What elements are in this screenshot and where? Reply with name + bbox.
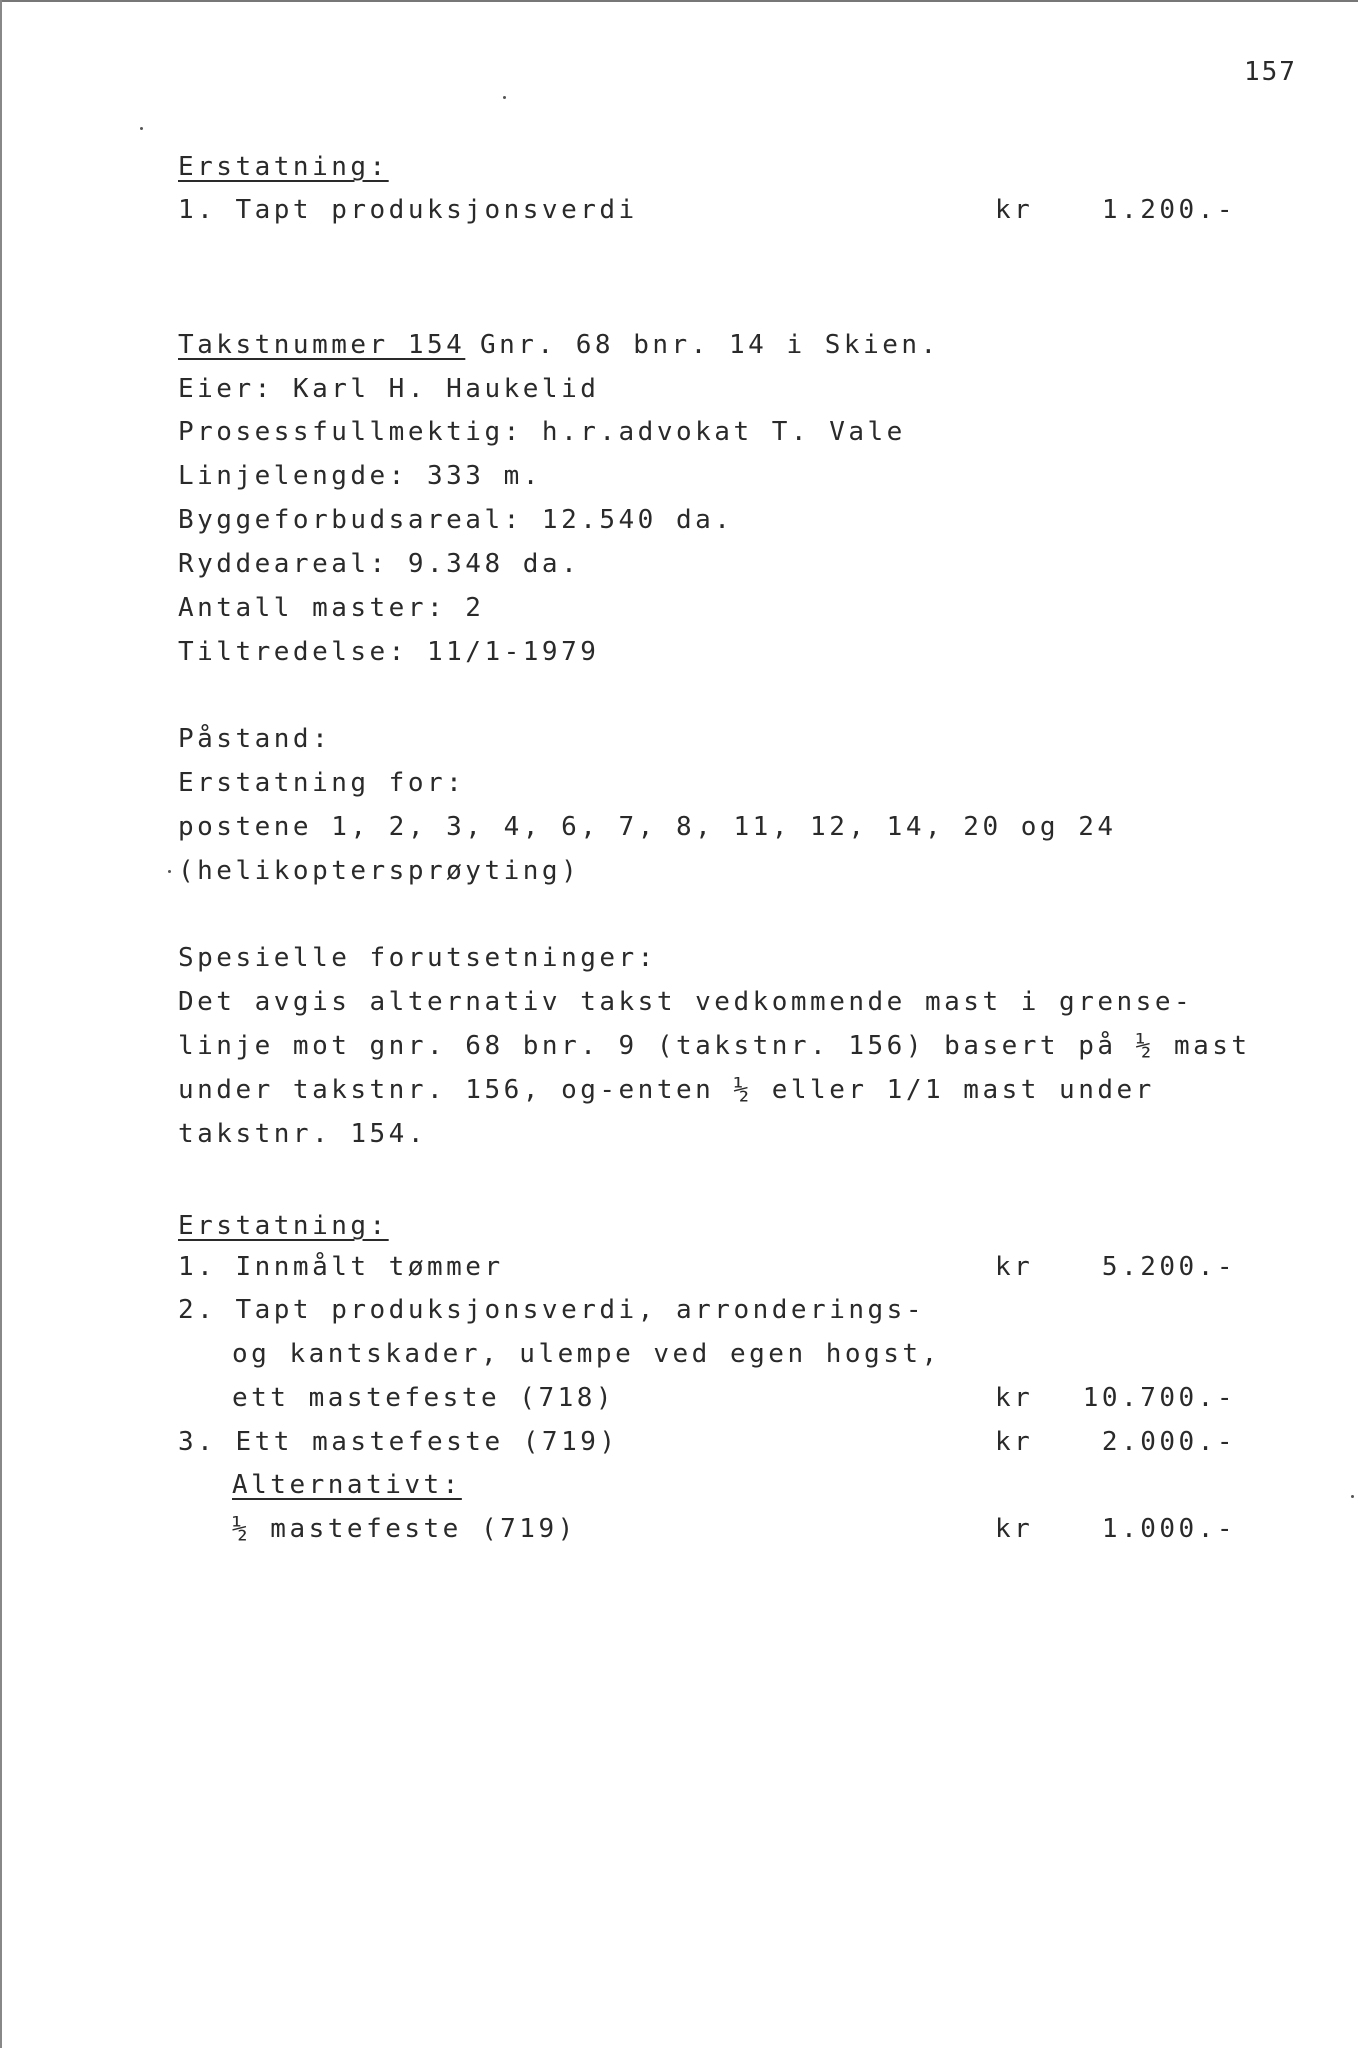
section2-item-1-label: 1. Innmålt tømmer [178,1252,504,1282]
section1-item-1-amount: 1.200.- [1101,195,1236,225]
scan-border-left [0,0,2,2048]
section2-item-3-amount: 2.000.- [1101,1427,1236,1457]
section2-item-3-label: 3. Ett mastefeste (719) [178,1427,619,1457]
claim-line-2: postene 1, 2, 3, 4, 6, 7, 8, 11, 12, 14, 20 og 24 [178,812,1117,842]
clearing-area: Ryddeareal: 9.348 da. [178,549,581,579]
claim-line-1: Erstatning for: [178,768,466,798]
special-line-1: Det avgis alternativ takst vedkommende mast i grense- [178,987,1194,1017]
section2-item-2-line-2: og kantskader, ulempe ved egen hogst, [232,1339,941,1369]
section1-item-1-kr: kr [995,195,1034,225]
alternative-amount: 1.000.- [1101,1514,1236,1544]
special-heading: Spesielle forutsetninger: [178,943,657,973]
scan-speck [168,870,171,873]
building-ban-area: Byggeforbudsareal: 12.540 da. [178,505,734,535]
special-line-4: takstnr. 154. [178,1119,427,1149]
section2-item-1-kr: kr [995,1252,1034,1282]
alternative-label: ½ mastefeste (719) [232,1514,577,1544]
page-number: 157 [1244,57,1297,87]
scan-speck [503,96,506,99]
mast-count: Antall master: 2 [178,593,485,623]
special-line-2: linje mot gnr. 68 bnr. 9 (takstnr. 156) basert på ½ mast [178,1031,1251,1061]
section2-heading: Erstatning: [178,1211,389,1241]
claim-line-3: (helikoptersprøyting) [178,856,581,886]
section2-item-1-amount: 5.200.- [1101,1252,1236,1282]
section2-item-2-line-1: 2. Tapt produksjonsverdi, arronderings- [178,1295,925,1325]
section2-item-2-amount: 10.700.- [1082,1383,1236,1413]
accession-date: Tiltredelse: 11/1-1979 [178,637,600,667]
scan-border-top [0,0,1358,2]
alternative-heading: Alternativt: [232,1470,462,1500]
alternative-kr: kr [995,1514,1034,1544]
gnr-bnr: Gnr. 68 bnr. 14 i Skien. [480,330,940,360]
takst-number: Takstnummer 154 [178,330,466,360]
scan-speck [140,127,143,130]
scan-speck [1351,1495,1354,1498]
section2-item-3-kr: kr [995,1427,1034,1457]
attorney: Prosessfullmektig: h.r.advokat T. Vale [178,417,906,447]
section2-item-2-line-3: ett mastefeste (718) [232,1383,616,1413]
special-line-3: under takstnr. 156, og-enten ½ eller 1/1 mast under [178,1075,1155,1105]
owner: Eier: Karl H. Haukelid [178,374,600,404]
section2-item-2-kr: kr [995,1383,1034,1413]
section1-heading: Erstatning: [178,152,389,182]
claim-heading: Påstand: [178,724,332,754]
line-length: Linjelengde: 333 m. [178,461,542,491]
section1-item-1-label: 1. Tapt produksjonsverdi [178,195,638,225]
